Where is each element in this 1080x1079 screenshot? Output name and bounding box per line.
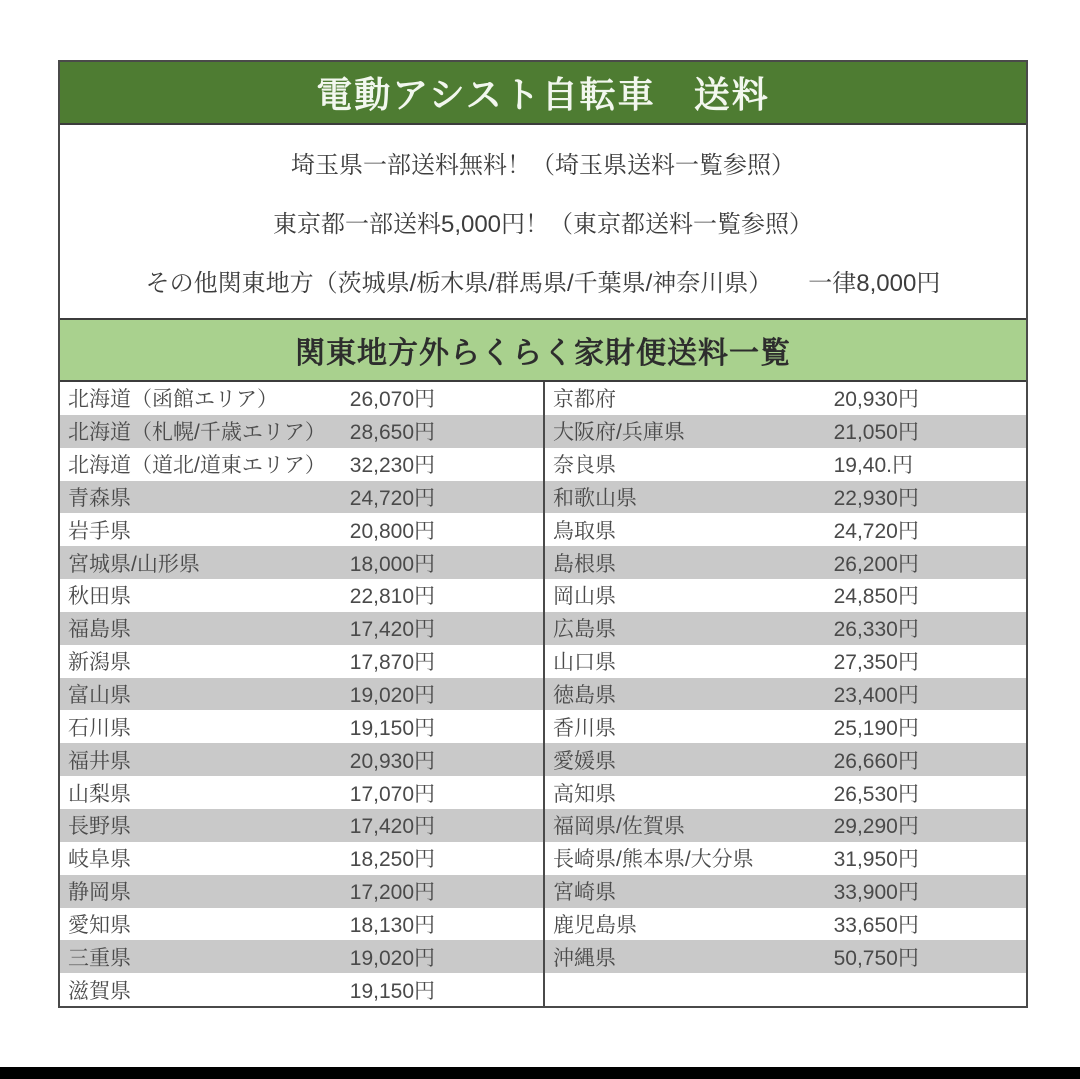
table-row <box>545 809 1026 842</box>
price-cell: 19,020円 <box>349 684 436 708</box>
region-cell: 岡山県 <box>553 585 616 609</box>
region-cell: 山口県 <box>553 651 616 675</box>
region-cell: 石川県 <box>68 716 131 740</box>
price-cell: 26,070円 <box>349 388 436 412</box>
table-row <box>60 875 543 908</box>
region-cell: 三重県 <box>68 946 131 970</box>
price-cell: 17,870円 <box>349 651 436 675</box>
region-cell: 宮城県/山形県 <box>68 552 200 576</box>
region-cell: 岐阜県 <box>68 848 131 872</box>
fee-notice-card <box>58 60 1028 1008</box>
table-row <box>60 415 543 448</box>
table-row <box>60 481 543 514</box>
region-cell: 香川県 <box>553 716 616 740</box>
price-cell: 21,050円 <box>833 421 919 445</box>
price-cell: 32,230円 <box>349 454 436 478</box>
price-cell: 24,720円 <box>349 486 436 510</box>
table-row <box>545 743 1026 776</box>
price-cell: 18,130円 <box>349 913 436 937</box>
table-row <box>60 448 543 481</box>
table-row <box>545 776 1026 809</box>
price-cell: 33,900円 <box>833 881 919 905</box>
price-cell: 19,150円 <box>349 716 436 740</box>
table-row <box>60 842 543 875</box>
table-row <box>545 546 1026 579</box>
price-cell: 17,420円 <box>349 815 436 839</box>
table-left-column <box>60 382 543 1006</box>
region-cell: 富山県 <box>68 684 131 708</box>
region-cell: 北海道（道北/道東エリア） <box>68 454 326 478</box>
price-cell: 20,930円 <box>349 749 436 773</box>
region-cell: 鹿児島県 <box>553 913 637 937</box>
price-cell: 17,070円 <box>349 782 436 806</box>
price-cell: 28,650円 <box>349 421 436 445</box>
region-cell: 徳島県 <box>553 684 616 708</box>
table-row <box>60 382 543 415</box>
notice-lines <box>60 125 1026 318</box>
table-row <box>545 612 1026 645</box>
notice-saitama: 埼玉県一部送料無料！（埼玉県送料一覧参照） <box>291 152 795 179</box>
region-cell: 愛知県 <box>68 913 131 937</box>
region-cell: 和歌山県 <box>553 486 637 510</box>
price-cell: 24,850円 <box>833 585 919 609</box>
price-cell: 33,650円 <box>833 913 919 937</box>
price-cell: 26,660円 <box>833 749 919 773</box>
price-cell: 22,930円 <box>833 486 919 510</box>
region-cell: 京都府 <box>553 388 616 412</box>
region-cell: 青森県 <box>68 486 131 510</box>
region-cell: 鳥取県 <box>553 519 616 543</box>
table-row <box>545 382 1026 415</box>
shipping-fee-table <box>60 382 1026 1006</box>
region-cell: 広島県 <box>553 618 616 642</box>
table-row <box>545 973 1026 1006</box>
table-row <box>60 940 543 973</box>
page-title: 電動アシスト自転車 送料 <box>60 62 1026 125</box>
price-cell: 22,810円 <box>349 585 436 609</box>
price-cell: 17,420円 <box>349 618 436 642</box>
table-row <box>545 875 1026 908</box>
table-row <box>545 481 1026 514</box>
table-row <box>60 678 543 711</box>
region-cell: 高知県 <box>553 782 616 806</box>
table-row <box>60 546 543 579</box>
table-row <box>60 710 543 743</box>
region-cell: 沖縄県 <box>553 946 616 970</box>
region-cell: 島根県 <box>553 552 616 576</box>
region-cell: 秋田県 <box>68 585 131 609</box>
region-cell: 福井県 <box>68 749 131 773</box>
price-cell: 18,250円 <box>349 848 436 872</box>
price-cell: 26,530円 <box>833 782 919 806</box>
region-cell: 北海道（札幌/千歳エリア） <box>68 421 326 445</box>
table-right-column <box>543 382 1026 1006</box>
table-row <box>545 908 1026 941</box>
region-cell: 静岡県 <box>68 881 131 905</box>
price-cell: 18,000円 <box>349 552 436 576</box>
notice-tokyo: 東京都一部送料5,000円！（東京都送料一覧参照） <box>272 211 814 238</box>
region-cell: 大阪府/兵庫県 <box>553 421 685 445</box>
table-title-banner: 関東地方外らくらく家財便送料一覧 <box>60 318 1026 382</box>
region-cell: 新潟県 <box>68 651 131 675</box>
price-cell: 17,200円 <box>349 881 436 905</box>
bottom-black-bar <box>0 1067 1080 1079</box>
table-row <box>60 612 543 645</box>
price-cell: 31,950円 <box>833 848 919 872</box>
region-cell: 宮崎県 <box>553 881 616 905</box>
table-row <box>60 645 543 678</box>
table-row <box>60 908 543 941</box>
region-cell: 長崎県/熊本県/大分県 <box>553 848 754 872</box>
region-cell: 滋賀県 <box>68 979 131 1003</box>
table-row <box>545 579 1026 612</box>
region-cell: 山梨県 <box>68 782 131 806</box>
price-cell: 19,150円 <box>349 979 436 1003</box>
table-row <box>545 448 1026 481</box>
price-cell: 24,720円 <box>833 519 919 543</box>
table-row <box>545 710 1026 743</box>
price-cell: 26,200円 <box>833 552 919 576</box>
price-cell: 19,020円 <box>349 946 436 970</box>
price-cell: 29,290円 <box>833 815 919 839</box>
price-cell: 19,40.円 <box>833 454 913 478</box>
region-cell: 福岡県/佐賀県 <box>553 815 685 839</box>
table-row <box>545 645 1026 678</box>
table-row <box>60 579 543 612</box>
price-cell: 23,400円 <box>833 684 919 708</box>
table-row <box>545 415 1026 448</box>
region-cell: 岩手県 <box>68 519 131 543</box>
table-row <box>60 776 543 809</box>
price-cell: 26,330円 <box>833 618 919 642</box>
region-cell: 北海道（函館エリア） <box>68 388 278 412</box>
table-row <box>60 809 543 842</box>
table-row <box>60 743 543 776</box>
region-cell: 愛媛県 <box>553 749 616 773</box>
price-cell: 20,800円 <box>349 519 436 543</box>
region-cell: 奈良県 <box>553 454 616 478</box>
table-row <box>545 842 1026 875</box>
notice-other-kanto: その他関東地方（茨城県/栃木県/群馬県/千葉県/神奈川県） 一律8,000円 <box>145 270 941 297</box>
region-cell: 福島県 <box>68 618 131 642</box>
table-row <box>60 973 543 1006</box>
table-row <box>545 678 1026 711</box>
price-cell: 50,750円 <box>833 946 919 970</box>
price-cell: 27,350円 <box>833 651 919 675</box>
region-cell: 長野県 <box>68 815 131 839</box>
table-row <box>545 513 1026 546</box>
table-row <box>545 940 1026 973</box>
price-cell: 20,930円 <box>833 388 919 412</box>
price-cell: 25,190円 <box>833 716 919 740</box>
table-row <box>60 513 543 546</box>
